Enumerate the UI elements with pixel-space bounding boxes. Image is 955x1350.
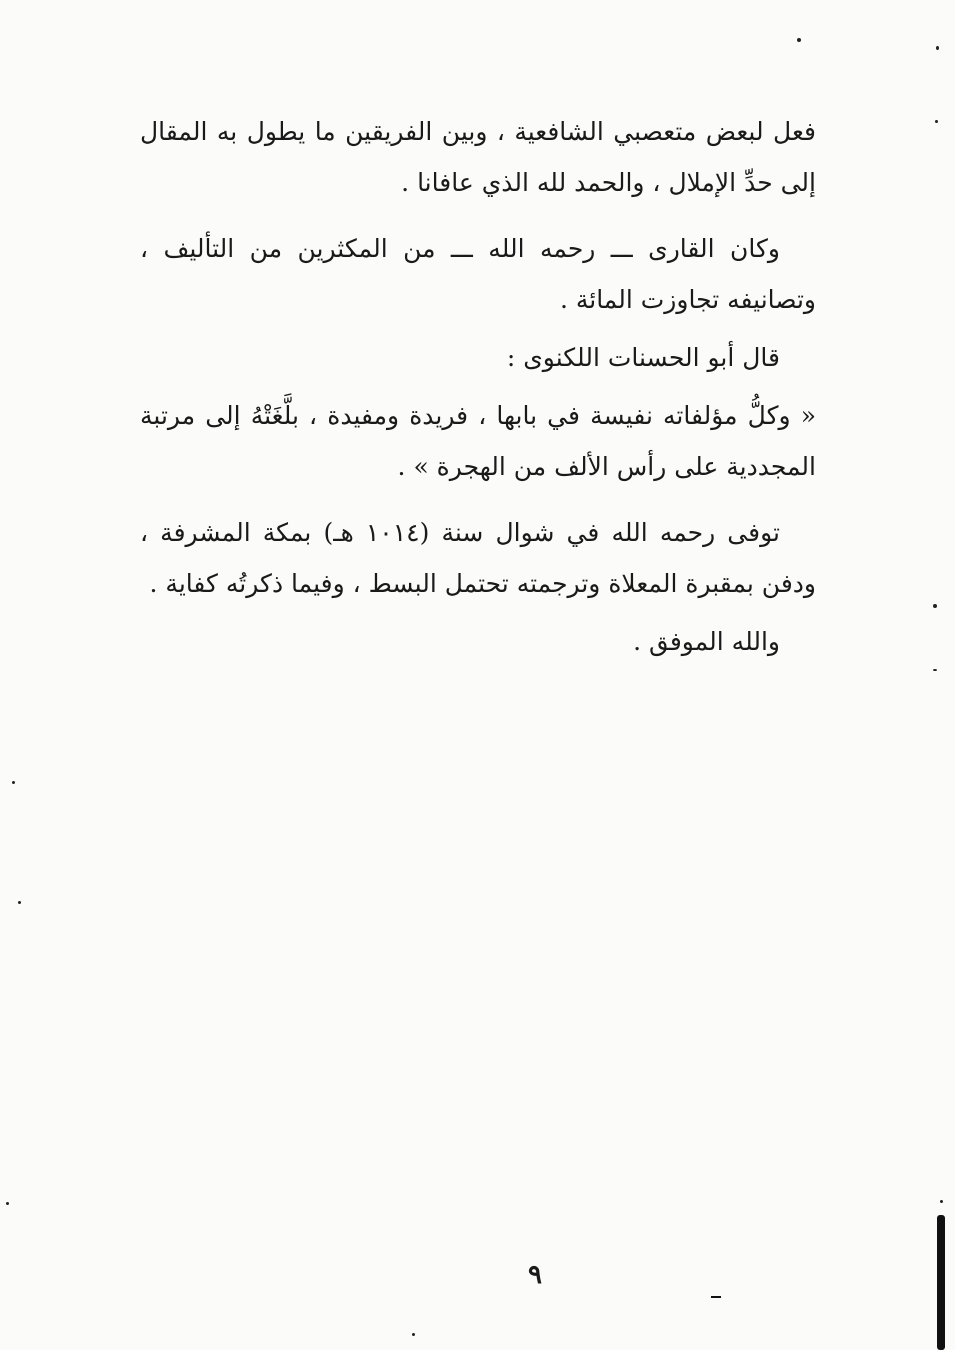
paragraph-3 bbox=[140, 332, 816, 383]
scan-speck bbox=[797, 38, 801, 42]
paragraph-5 bbox=[140, 507, 816, 609]
paragraph-text: « وكلُّ مؤلفاته نفيسة في بابها ، فريدة ومفيدة ، بلَّغَتْهُ إلى مرتبة المجددية على رأس الألف من الهجرة » . bbox=[140, 401, 816, 481]
scan-dash bbox=[711, 1296, 721, 1298]
scan-speck bbox=[940, 1200, 943, 1203]
scan-speck bbox=[12, 781, 15, 784]
scan-speck bbox=[935, 120, 938, 123]
scan-speck bbox=[6, 1202, 9, 1205]
scan-speck bbox=[18, 901, 21, 904]
scan-edge-shadow bbox=[937, 1215, 945, 1350]
paragraph-text: توفى رحمه الله في شوال سنة (١٠١٤ هـ) بمكة المشرفة ، ودفن بمقبرة المعلاة وترجمته تحتمل البسط ، وفيما ذكرتُه كفاية . bbox=[140, 518, 816, 598]
scan-speck bbox=[933, 604, 937, 608]
paragraph-2 bbox=[140, 223, 816, 325]
paragraph-1 bbox=[140, 106, 816, 208]
closing-line bbox=[140, 616, 816, 667]
paragraph-text: والله الموفق . bbox=[633, 627, 780, 656]
scan-speck bbox=[933, 669, 937, 671]
scan-speck bbox=[936, 46, 939, 50]
quote-paragraph bbox=[140, 390, 816, 492]
page-number: ٩ bbox=[528, 1260, 542, 1290]
paragraph-text: وكان القارى ـــ رحمه الله ـــ من المكثرين من التأليف ، وتصانيفه تجاوزت المائة . bbox=[140, 234, 816, 314]
scan-speck bbox=[412, 1333, 415, 1336]
paragraph-text: قال أبو الحسنات اللكنوى : bbox=[506, 343, 780, 372]
paragraph-text: فعل لبعض متعصبي الشافعية ، وبين الفريقين ما يطول به المقال إلى حدِّ الإملال ، والحمد لله الذي عافانا . bbox=[140, 117, 816, 197]
